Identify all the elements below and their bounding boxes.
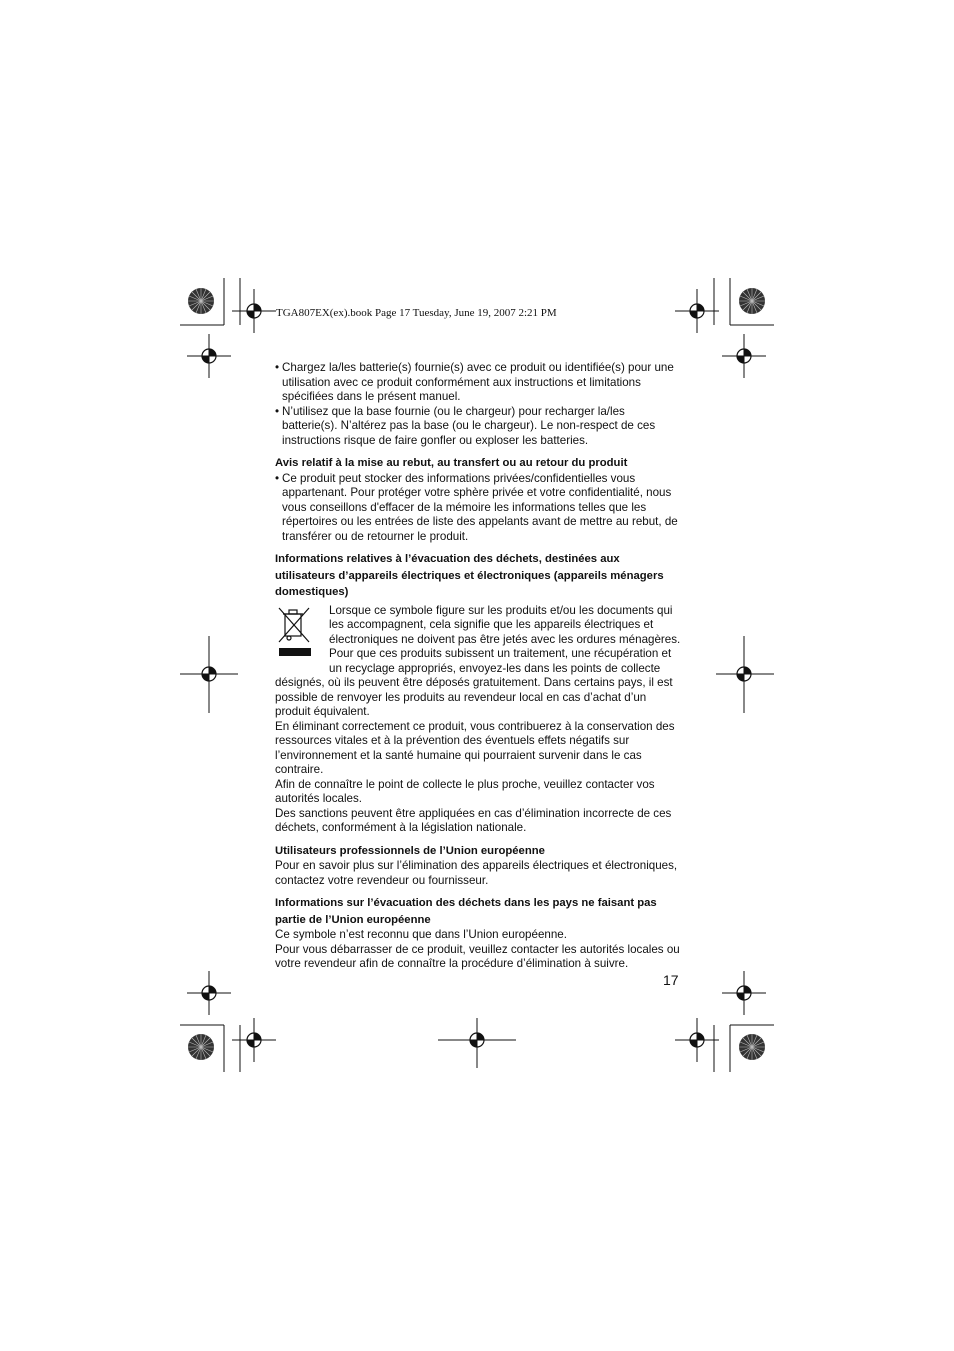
disposal-notice-bullet: • Ce produit peut stocker des informations privées/confidentielles vous appartenant. Pour protéger votre sphère privée et votre confidentialité, nous vous conseillons d'effacer de la mémoire les informations telles que les répertoires ou les entrées de liste des appelants avant de mettre au rebut, de transférer ou de retourner le produit. — [275, 472, 681, 545]
eu-business-heading: Utilisateurs professionnels de l’Union européenne — [275, 844, 545, 857]
battery-bullet-2: • N’utilisez que la base fournie (ou le chargeur) pour recharger la/les batterie(s). N’altérez pas la base (ou le chargeur). Le non-respect de ces instructions risque de faire gonfler ou exploser les batteries. — [275, 405, 681, 449]
disposal-notice-heading: Avis relatif à la mise au rebut, au transfert ou au retour du produit — [275, 457, 628, 469]
weee-paragraph-1: Lorsque ce symbole figure sur les produits et/ou les documents qui les accompagnent, cela signifie que les appareils électriques et électroniques ne doivent pas être jetés avec les ordures ménagères. Pour que ces produits subissent un traitement, une récupération et un recyclage appropriés, envoyez-les dans les points de collecte désignés, où ils peuvent être déposés gratuitement. Dans certains pays, il est possible de renvoyer les produits au revendeur local en cas d’achat d’un produit équivalent. — [275, 603, 681, 718]
page-content — [275, 361, 681, 972]
crossed-out-wheelie-bin-icon — [275, 604, 319, 664]
non-eu-text-1: Ce symbole n’est reconnu que dans l’Union européenne. — [275, 928, 567, 941]
print-header: TGA807EX(ex).book Page 17 Tuesday, June 19, 2007 2:21 PM — [276, 307, 557, 319]
page-number: 17 — [663, 972, 679, 988]
weee-paragraph-3: Afin de connaître le point de collecte le plus proche, veuillez contacter vos autorités locales. — [275, 777, 655, 805]
weee-heading: Informations relatives à l’évacuation des déchets, destinées aux utilisateurs d’appareils électriques et électroniques (appareils ménagers domestiques) — [275, 553, 664, 598]
weee-paragraph-4: Des sanctions peuvent être appliquées en cas d’élimination incorrecte de ces déchets, conformément à la législation nationale. — [275, 806, 672, 834]
non-eu-heading: Informations sur l’évacuation des déchets dans les pays ne faisant pas partie de l’Union européenne — [275, 897, 657, 926]
eu-business-text: Pour en savoir plus sur l’élimination des appareils électriques et électroniques, contactez votre revendeur ou fournisseur. — [275, 859, 678, 887]
non-eu-text-2: Pour vous débarrasser de ce produit, veuillez contacter les autorités locales ou votre revendeur afin de connaître la procédure d’élimination à suivre. — [275, 942, 680, 970]
weee-paragraph-2: En éliminant correctement ce produit, vous contribuerez à la conservation des ressources vitales et à la prévention des éventuels effets négatifs sur l’environnement et la santé humaine qui pourraient survenir dans le cas contraire. — [275, 719, 675, 776]
weee-block — [275, 604, 681, 720]
battery-bullet-1: • Chargez la/les batterie(s) fournie(s) avec ce produit ou identifiée(s) pour une utilisation avec ce produit conformément aux instructions et limitations spécifiées dans le présent manuel. — [275, 361, 681, 405]
